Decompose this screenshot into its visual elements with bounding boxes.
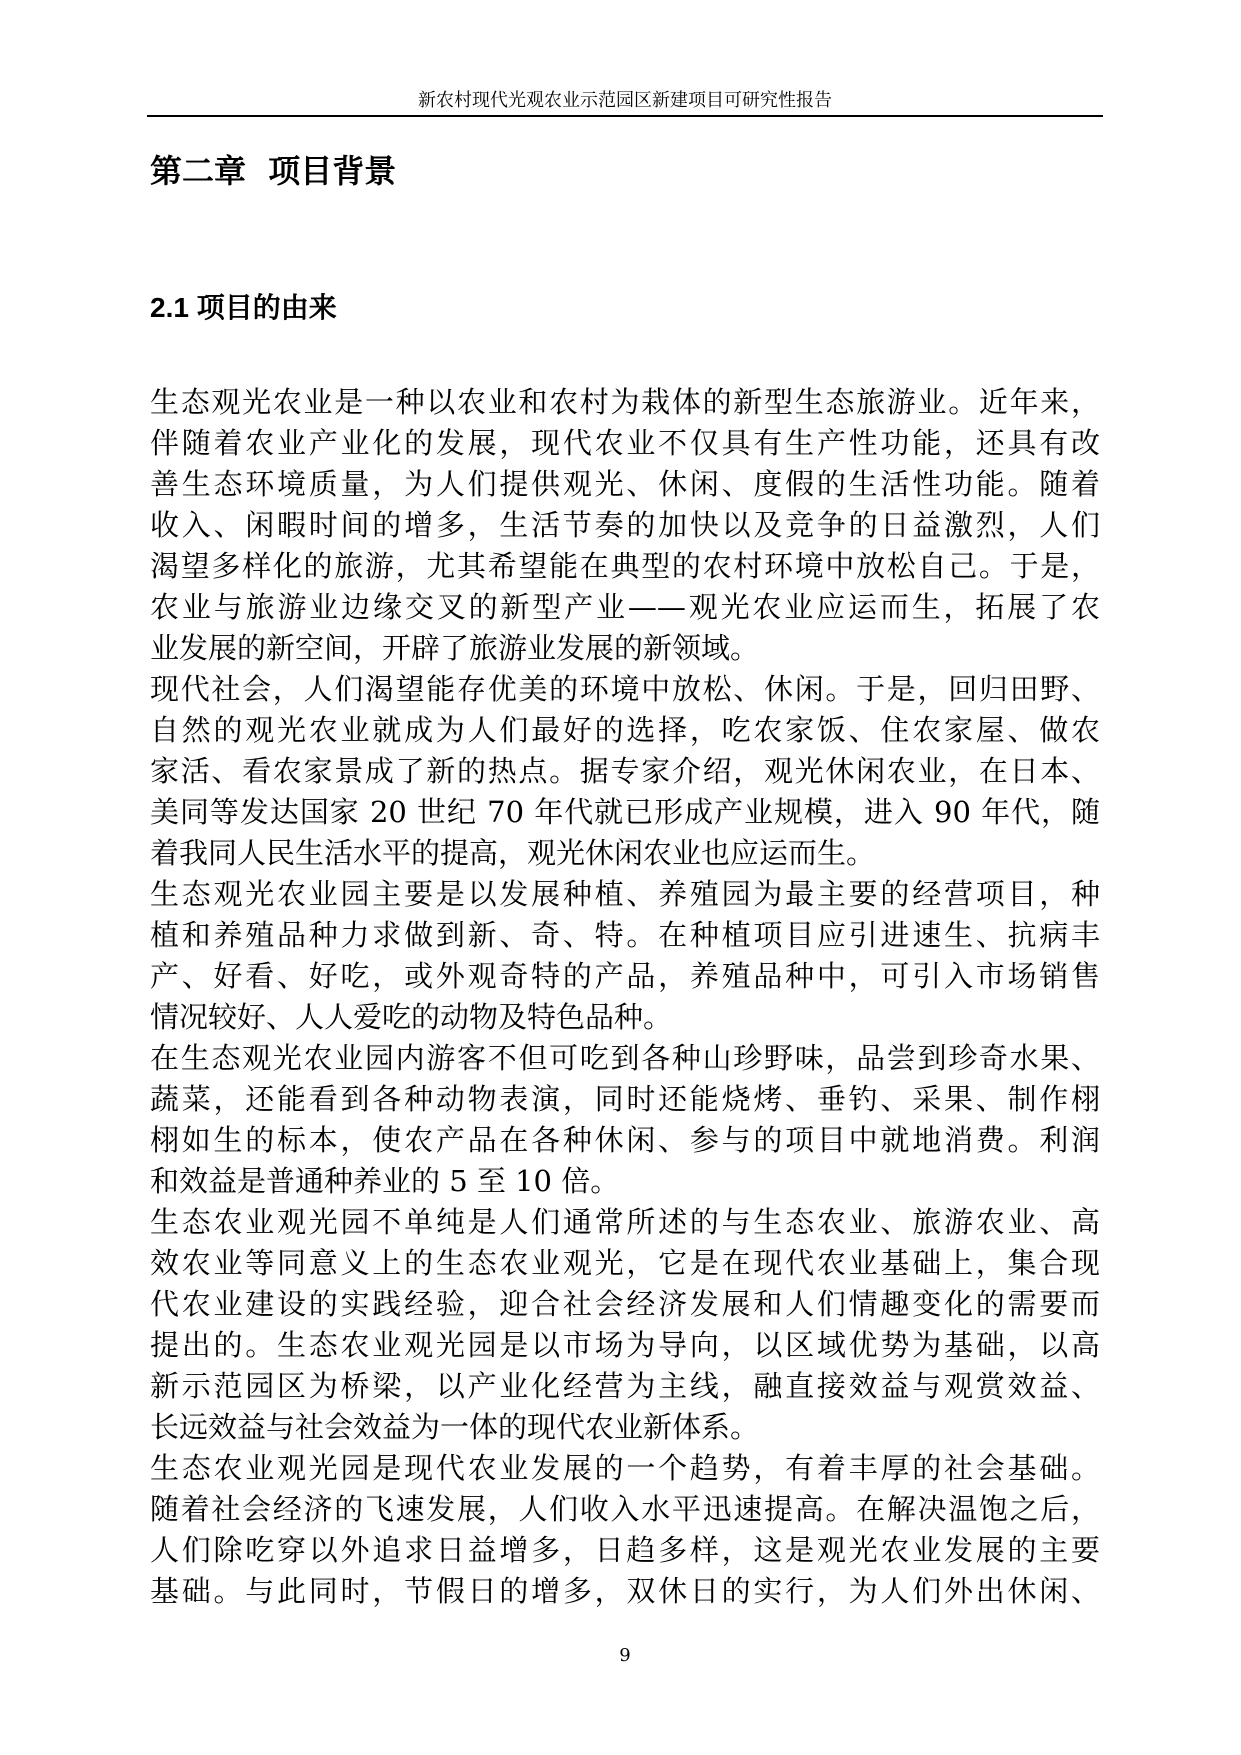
text-line: 自然的观光农业就成为人们最好的选择，吃农家饭、住农家屋、做农: [150, 713, 1100, 747]
chapter-title: 第二章 项目背景: [150, 152, 397, 190]
text-line: 在生态观光农业园内游客不但可吃到各种山珍野味，品尝到珍奇水果、: [150, 1041, 1100, 1075]
text-line: 善生态环境质量，为人们提供观光、休闲、度假的生活性功能。随着: [150, 467, 1100, 501]
paragraph: [150, 1038, 1100, 1202]
text-line: 生态农业观光园不单纯是人们通常所述的与生态农业、旅游农业、高: [150, 1205, 1100, 1239]
paragraph: [150, 669, 1100, 874]
text-line: 蔬菜，还能看到各种动物表演，同时还能烧烤、垂钓、采果、制作栩: [150, 1082, 1100, 1116]
text-line: 生态观光农业园主要是以发展种植、养殖园为最主要的经营项目，种: [150, 877, 1100, 911]
text-line: 随着社会经济的飞速发展，人们收入水平迅速提高。在解决温饱之后，: [150, 1492, 1100, 1526]
text-line: 栩如生的标本，使农产品在各种休闲、参与的项目中就地消费。利润: [150, 1123, 1100, 1157]
body-text: [150, 382, 1100, 1612]
text-line: 农业与旅游业边缘交叉的新型产业——观光农业应运而生，拓展了农: [150, 590, 1100, 624]
paragraph: [150, 382, 1100, 669]
text-line: 现代社会，人们渴望能存优美的环境中放松、休闲。于是，回归田野、: [150, 672, 1100, 706]
paragraph: [150, 1202, 1100, 1448]
running-header-title: 新农村现代光观农业示范园区新建项目可研究性报告: [418, 90, 832, 111]
paragraph: [150, 1448, 1100, 1612]
text-line: 情况较好、人人爱吃的动物及特色品种。: [150, 1000, 673, 1034]
section-title: 2.1 项目的由来: [150, 292, 337, 323]
header-rule: [147, 115, 1103, 117]
text-line: 业发展的新空间，开辟了旅游业发展的新领域。: [150, 631, 760, 665]
text-line: 和效益是普通种养业的 5 至 10 倍。: [150, 1164, 620, 1198]
text-line: 效农业等同意义上的生态农业观光，它是在现代农业基础上，集合现: [150, 1246, 1100, 1280]
text-line: 代农业建设的实践经验，迎合社会经济发展和人们情趣变化的需要而: [150, 1287, 1100, 1321]
text-line: 美同等发达国家 20 世纪 70 年代就已形成产业规模，进入 90 年代，随: [150, 795, 1100, 829]
text-line: 提出的。生态农业观光园是以市场为导向，以区域优势为基础，以高: [150, 1328, 1100, 1362]
text-line: 伴随着农业产业化的发展，现代农业不仅具有生产性功能，还具有改: [150, 426, 1100, 460]
text-line: 家活、看农家景成了新的热点。据专家介绍，观光休闲农业，在日本、: [150, 754, 1100, 788]
page-number: 9: [619, 1645, 631, 1666]
text-line: 产、好看、好吃，或外观奇特的产品，养殖品种中，可引入市场销售: [150, 959, 1100, 993]
paragraph: [150, 874, 1100, 1038]
text-line: 基础。与此同时，节假日的增多，双休日的实行，为人们外出休闲、: [150, 1574, 1100, 1608]
text-line: 生态农业观光园是现代农业发展的一个趋势，有着丰厚的社会基础。: [150, 1451, 1100, 1485]
text-line: 长远效益与社会效益为一体的现代农业新体系。: [150, 1410, 760, 1444]
text-line: 生态观光农业是一种以农业和农村为栽体的新型生态旅游业。近年来，: [150, 385, 1100, 419]
text-line: 收入、闲暇时间的增多，生活节奏的加快以及竞争的日益激烈，人们: [150, 508, 1100, 542]
text-line: 着我同人民生活水平的提高，观光休闲农业也应运而生。: [150, 836, 876, 870]
text-line: 植和养殖品种力求做到新、奇、特。在种植项目应引进速生、抗病丰: [150, 918, 1100, 952]
text-line: 人们除吃穿以外追求日益增多，日趋多样，这是观光农业发展的主要: [150, 1533, 1100, 1567]
text-line: 渴望多样化的旅游，尤其希望能在典型的农村环境中放松自己。于是，: [150, 549, 1100, 583]
text-line: 新示范园区为桥梁，以产业化经营为主线，融直接效益与观赏效益、: [150, 1369, 1100, 1403]
